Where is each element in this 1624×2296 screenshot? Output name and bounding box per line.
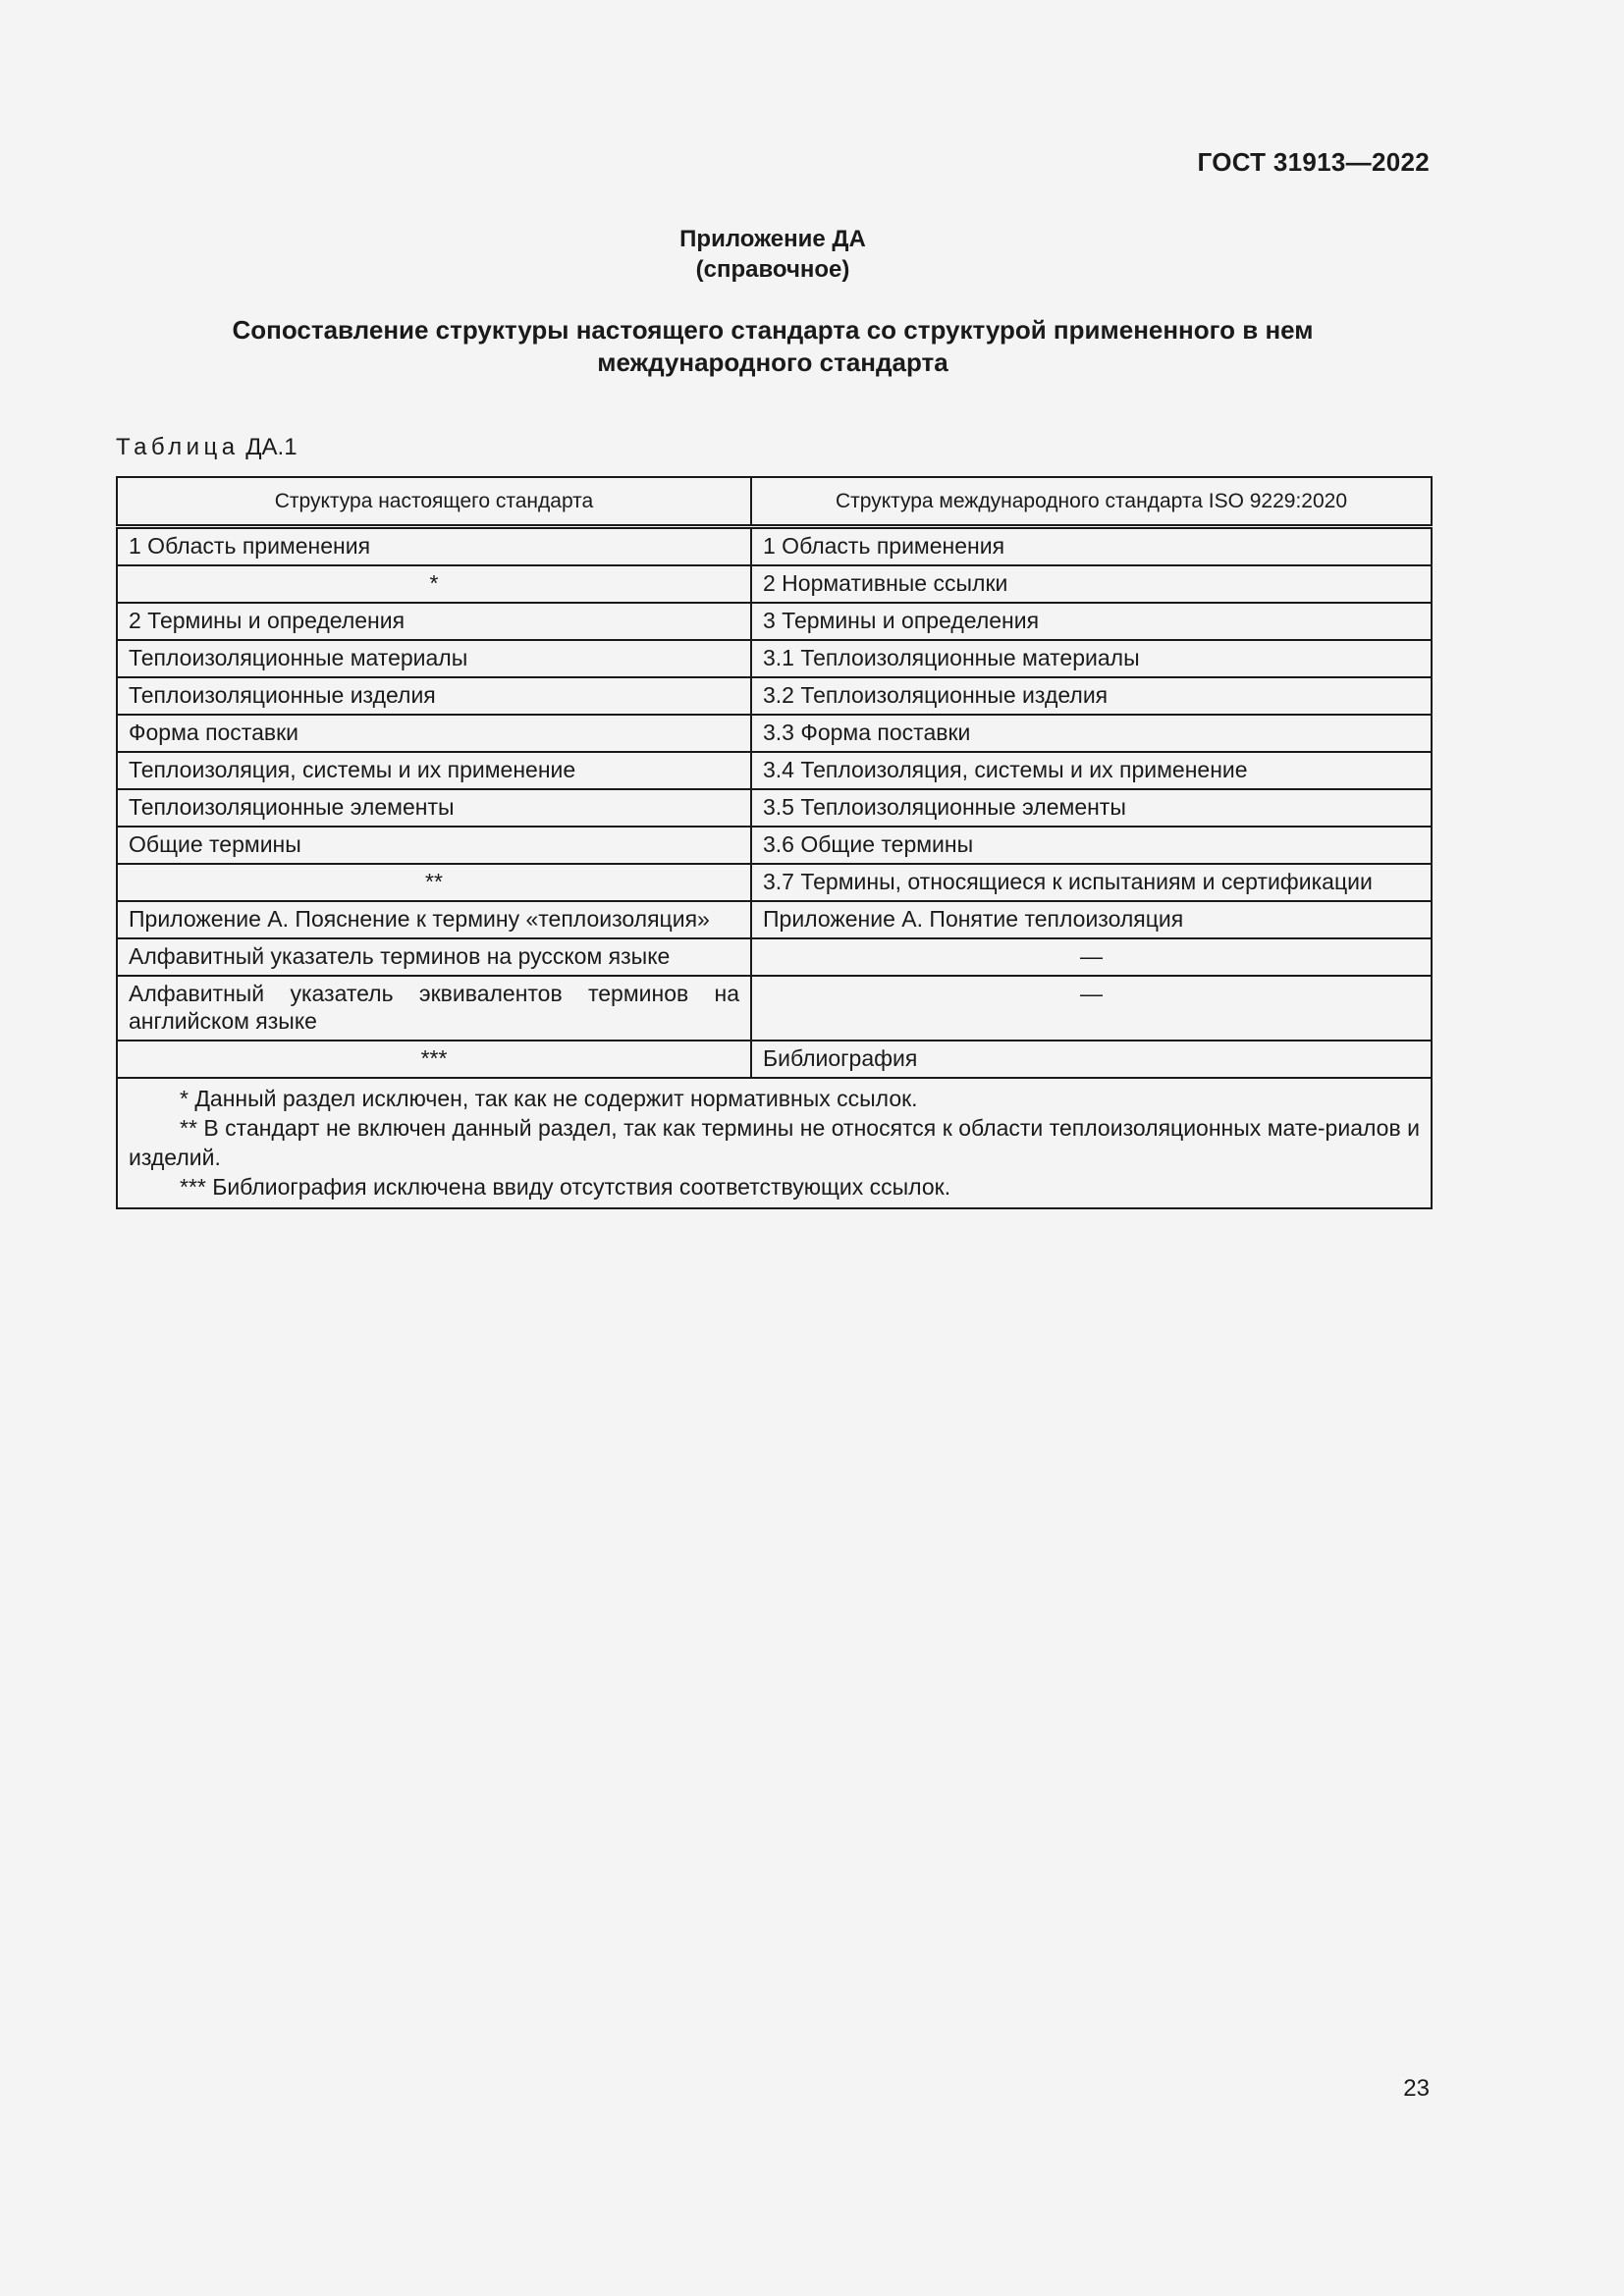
table-row — [117, 752, 1432, 789]
table-cell: * — [117, 565, 751, 603]
table-cell: 3.4 Теплоизоляция, системы и их применение — [751, 752, 1432, 789]
table-cell: Алфавитный указатель терминов на русском языке — [117, 938, 751, 976]
table-cell: Теплоизоляционные элементы — [117, 789, 751, 827]
table-cell: 1 Область применения — [751, 527, 1432, 566]
table-cell: — — [751, 938, 1432, 976]
comparison-table — [116, 476, 1433, 1209]
table-cell: 3.3 Форма поставки — [751, 715, 1432, 752]
table-cell: 3.2 Теплоизоляционные изделия — [751, 677, 1432, 715]
table-cell: Общие термины — [117, 827, 751, 864]
table-row — [117, 864, 1432, 901]
table-cell: 3.1 Теплоизоляционные материалы — [751, 640, 1432, 677]
document-title-line: Сопоставление структуры настоящего стандарта со структурой примененного в нем — [232, 315, 1314, 345]
table-caption-word: Таблица — [116, 434, 240, 460]
document-title — [147, 314, 1398, 379]
table-cell: — — [751, 976, 1432, 1041]
table-caption — [116, 434, 298, 461]
appendix-heading — [0, 224, 1545, 285]
table-notes-row — [117, 1078, 1432, 1208]
table-cell: Форма поставки — [117, 715, 751, 752]
table-row — [117, 565, 1432, 603]
table-cell: 3 Термины и определения — [751, 603, 1432, 640]
table-note: * Данный раздел исключен, так как не содержит нормативных ссылок. — [180, 1086, 918, 1111]
table-cell: 3.7 Термины, относящиеся к испытаниям и сертификации — [751, 864, 1432, 901]
column-header: Структура настоящего стандарта — [117, 477, 751, 527]
table-cell: Приложение А. Понятие теплоизоляция — [751, 901, 1432, 938]
table-header-row — [117, 477, 1432, 527]
appendix-subtitle: (справочное) — [695, 256, 850, 283]
appendix-title: Приложение ДА — [679, 226, 866, 252]
table-row — [117, 827, 1432, 864]
table-row — [117, 603, 1432, 640]
table-row — [117, 715, 1432, 752]
document-code: ГОСТ 31913—2022 — [1197, 147, 1430, 177]
table-cell: Алфавитный указатель эквивалентов терминов на английском языке — [117, 976, 751, 1041]
table-cell: *** — [117, 1041, 751, 1078]
table-cell: 2 Термины и определения — [117, 603, 751, 640]
table-row — [117, 677, 1432, 715]
table-row — [117, 527, 1432, 566]
table-notes — [117, 1078, 1432, 1208]
document-title-line: международного стандарта — [597, 347, 948, 377]
table-note: ** В стандарт не включен данный раздел, так как термины не относятся к области теплоизоляционных мате-риалов и изделий. — [129, 1115, 1420, 1170]
table-cell: Теплоизоляционные материалы — [117, 640, 751, 677]
table-cell: Приложение А. Пояснение к термину «теплоизоляция» — [117, 901, 751, 938]
column-header: Структура международного стандарта ISO 9229:2020 — [751, 477, 1432, 527]
table-cell: Теплоизоляция, системы и их применение — [117, 752, 751, 789]
table-cell: Библиография — [751, 1041, 1432, 1078]
table-row — [117, 976, 1432, 1041]
table-cell: 3.6 Общие термины — [751, 827, 1432, 864]
table-row — [117, 789, 1432, 827]
table-cell: Теплоизоляционные изделия — [117, 677, 751, 715]
table-cell: 2 Нормативные ссылки — [751, 565, 1432, 603]
table-row — [117, 901, 1432, 938]
page-number: 23 — [1403, 2075, 1430, 2102]
table-row — [117, 938, 1432, 976]
table-caption-number: ДА.1 — [245, 434, 298, 460]
table-cell: 1 Область применения — [117, 527, 751, 566]
table-row — [117, 640, 1432, 677]
table-cell: 3.5 Теплоизоляционные элементы — [751, 789, 1432, 827]
table-row — [117, 1041, 1432, 1078]
table-cell: ** — [117, 864, 751, 901]
table-note: *** Библиография исключена ввиду отсутствия соответствующих ссылок. — [180, 1174, 951, 1200]
